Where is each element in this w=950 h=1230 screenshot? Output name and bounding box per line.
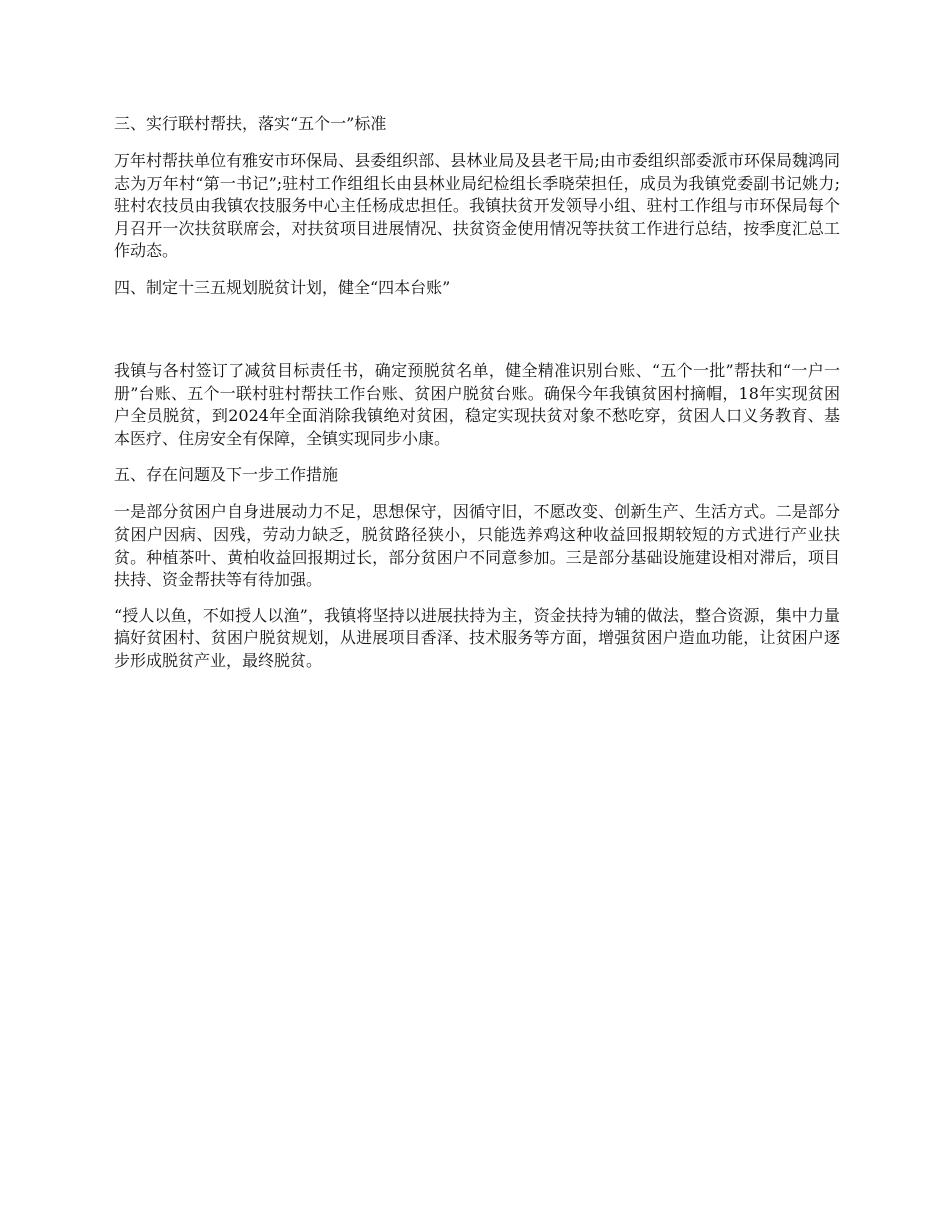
section-heading-4: 四、制定十三五规划脱贫计划，健全“四本台账” (114, 277, 451, 297)
section-5-paragraph-1: 一是部分贫困户自身进展动力不足，思想保守，因循守旧，不愿改变、创新生产、生活方式。二是部分贫困户因病、因残，劳动力缺乏，脱贫路径狭小，只能选养鸡这种收益回报期较短的方式进行产业扶贫。种植茶叶、黄柏收益回报期过长，部分贫困户不同意参加。三是部分基础设施建设相对滞后，项目扶持、资金帮扶等有待加强。 (114, 502, 840, 590)
section-5-paragraph-2: “授人以鱼，不如授人以渔”，我镇将坚持以进展扶持为主，资金扶持为辅的做法，整合资源，集中力量搞好贫困村、贫困户脱贫规划，从进展项目香泽、技术服务等方面，增强贫困户造血功能，让贫困户逐步形成脱贫产业，最终脱贫。 (114, 605, 840, 670)
document-page (114, 112, 840, 673)
section-4-paragraph-1: 我镇与各村签订了减贫目标责任书，确定预脱贫名单，健全精准识别台账、“五个一批”帮扶和“一户一册”台账、五个一联村驻村帮扶工作台账、贫困户脱贫台账。确保今年我镇贫困村摘帽，18年实现贫困户全员脱贫，到2024年全面消除我镇绝对贫困，稳定实现扶贫对象不愁吃穿，贫困人口义务教育、基本医疗、住房安全有保障，全镇实现同步小康。 (114, 360, 840, 448)
section-heading-3: 三、实行联村帮扶，落实“五个一”标准 (114, 114, 387, 133)
section-3-paragraph-1: 万年村帮扶单位有雅安市环保局、县委组织部、县林业局及县老干局;由市委组织部委派市环保局魏鸿同志为万年村“第一书记”;驻村工作组组长由县林业局纪检组长季晓荣担任，成员为我镇党委副书记姚力;驻村农技员由我镇农技服务中心主任杨成忠担任。我镇扶贫开发领导小组、驻村工作组与市环保局每个月召开一次扶贫联席会，对扶贫项目进展情况、扶贫资金使用情况等扶贫工作进行总结，按季度汇总工作动态。 (114, 151, 840, 261)
section-heading-5: 五、存在问题及下一步工作措施 (114, 465, 339, 485)
